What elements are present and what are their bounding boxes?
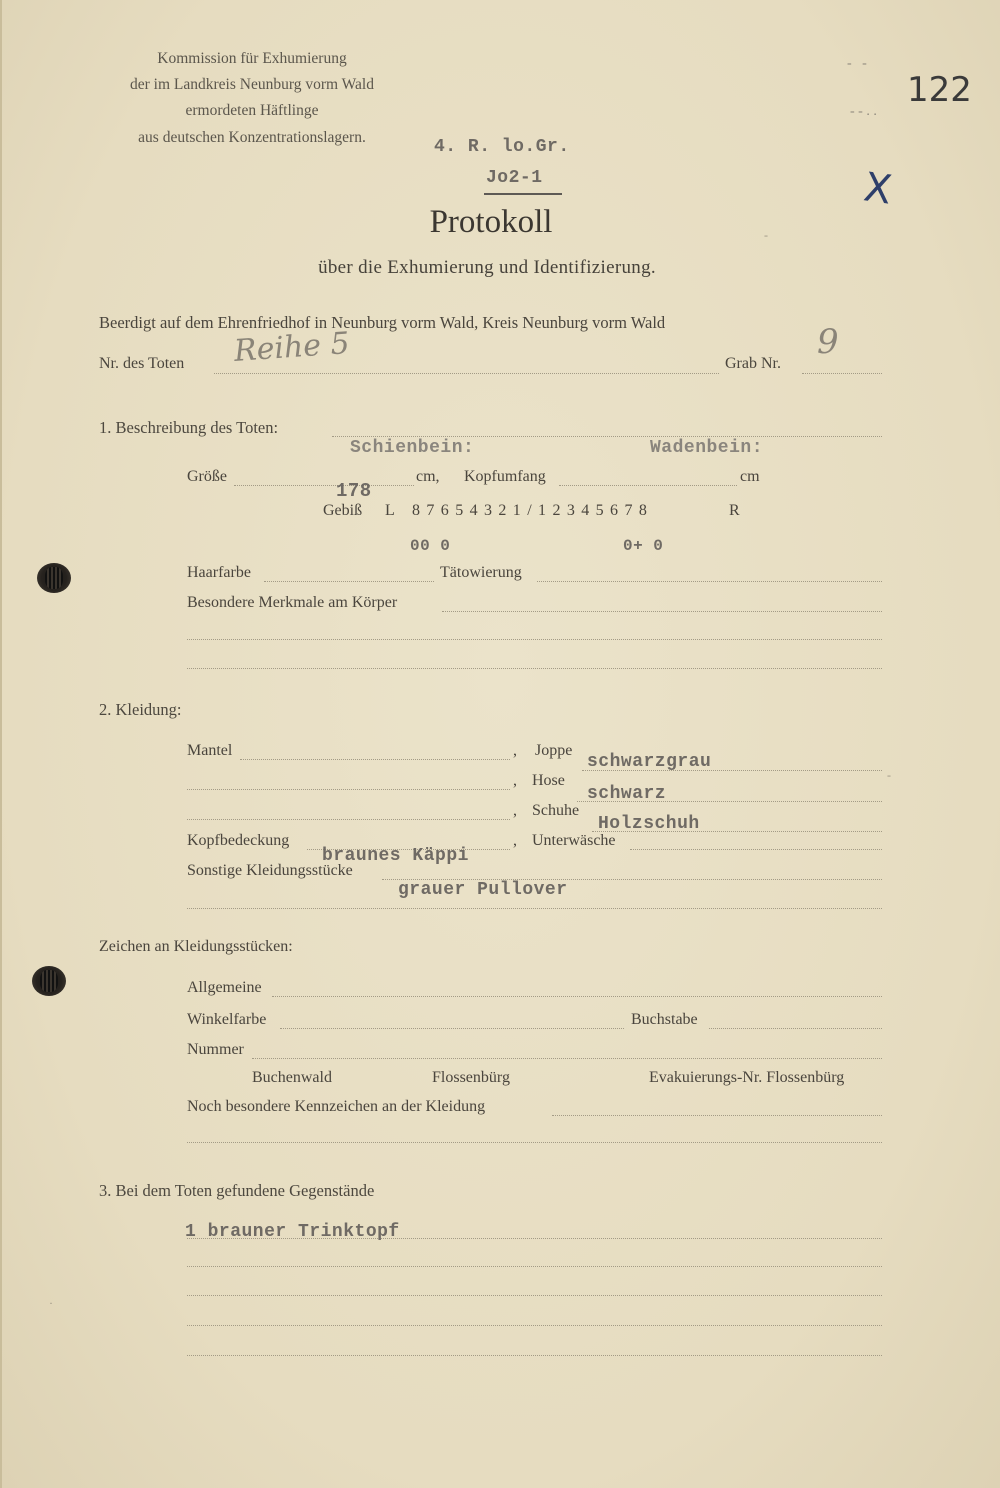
jacket-label: Joppe: [535, 742, 573, 759]
trousers-line: [577, 801, 882, 802]
flossenburg-label: Flossenbürg: [432, 1069, 510, 1086]
document-subtitle: über die Exhumierung und Identifizierung.: [318, 257, 656, 278]
punch-hole-top: [37, 563, 71, 593]
typed-reference-2: Jo2-1: [486, 168, 543, 188]
reference-underline: [484, 193, 562, 195]
punch-hole-bottom: [32, 966, 66, 996]
coat-line: [240, 759, 510, 760]
jacket-line: [582, 770, 882, 771]
triangle-color-line: [280, 1028, 624, 1029]
underwear-line: [630, 849, 882, 850]
commission-line-3: ermordeten Häftlinge: [185, 102, 319, 119]
head-circumference-line: [559, 485, 737, 486]
section-3-heading: 3. Bei dem Toten gefundene Gegenstände: [99, 1181, 375, 1200]
document-title: Protokoll: [429, 204, 553, 240]
commission-line-4: aus deutschen Konzentrationslagern.: [138, 129, 366, 146]
found-item-1: 1 brauner Trinktopf: [185, 1222, 400, 1242]
paper-fleck: ·: [49, 1296, 53, 1310]
items-line-3: [187, 1295, 882, 1296]
section-1-heading: 1. Beschreibung des Toten:: [99, 418, 279, 437]
paper-fleck: -: [764, 228, 768, 242]
body-features-line-2: [187, 639, 882, 640]
hair-color-line: [264, 581, 434, 582]
teeth-label: Gebiß: [323, 502, 363, 519]
jacket-value: schwarzgrau: [587, 752, 712, 772]
comma-4: ,: [513, 832, 517, 849]
body-features-label: Besondere Merkmale am Körper: [187, 594, 398, 611]
deceased-number-value: Reihe 5: [232, 326, 351, 369]
items-line-2: [187, 1266, 882, 1267]
teeth-marks-right: 0+ 0: [623, 537, 664, 555]
triangle-color-label: Winkelfarbe: [187, 1011, 267, 1028]
head-circumference-label: Kopfumfang: [464, 468, 546, 485]
body-features-line-1: [442, 611, 882, 612]
number-label: Nummer: [187, 1041, 244, 1058]
other-clothing-line-2: [187, 908, 882, 909]
letter-label: Buchstabe: [631, 1011, 698, 1028]
general-line: [272, 996, 882, 997]
items-line-4: [187, 1325, 882, 1326]
typed-reference-1: 4. R. lo.Gr.: [434, 137, 570, 157]
headwear-value: braunes Käppi: [322, 846, 469, 866]
burial-location: Beerdigt auf dem Ehrenfriedhof in Neunburg vorm Wald, Kreis Neunburg vorm Wald: [99, 313, 666, 332]
pen-cross-mark: X: [860, 164, 895, 214]
shoes-value: Holzschuh: [598, 814, 700, 834]
height-label: Größe: [187, 468, 227, 485]
evacuation-number-label: Evakuierungs-Nr. Flossenbürg: [649, 1069, 845, 1086]
cm-label-1: cm,: [416, 468, 440, 485]
height-line: [234, 485, 414, 486]
comma-3: ,: [513, 802, 517, 819]
commission-line-1: Kommission für Exhumierung: [157, 50, 347, 67]
comma-1: ,: [513, 742, 517, 759]
items-line-5: [187, 1355, 882, 1356]
paper-fleck: -: [887, 768, 891, 782]
pencil-marks: - -: [847, 56, 867, 71]
grave-number-line: [802, 373, 882, 374]
other-marks-line-2: [187, 1142, 882, 1143]
teeth-chart: 8 7 6 5 4 3 2 1 / 1 2 3 4 5 6 7 8: [412, 502, 649, 519]
shoes-line: [592, 831, 882, 832]
trousers-label: Hose: [532, 772, 565, 789]
coat-line-3: [187, 819, 510, 820]
shoes-label: Schuhe: [532, 802, 580, 819]
hair-color-label: Haarfarbe: [187, 564, 251, 581]
grave-number-label: Grab Nr.: [725, 355, 781, 372]
grave-number-value: 9: [817, 322, 839, 362]
teeth-marks-left: 00 0: [410, 537, 451, 555]
section-1-line: [332, 436, 882, 437]
commission-line-2: der im Landkreis Neunburg vorm Wald: [130, 76, 374, 93]
typed-calf: Wadenbein:: [650, 438, 764, 458]
cm-label-2: cm: [740, 468, 760, 485]
buchenwald-label: Buchenwald: [252, 1069, 332, 1086]
letter-line: [709, 1028, 882, 1029]
trousers-value: schwarz: [587, 784, 667, 804]
coat-label: Mantel: [187, 742, 233, 759]
other-marks-label: Noch besondere Kennzeichen an der Kleidung: [187, 1098, 486, 1115]
underwear-label: Unterwäsche: [532, 832, 616, 849]
pencil-dashes: - - . .: [850, 104, 877, 119]
body-features-line-3: [187, 668, 882, 669]
number-line: [252, 1058, 882, 1059]
headwear-label: Kopfbedeckung: [187, 832, 290, 849]
tattoo-label: Tätowierung: [440, 564, 522, 581]
height-value: 178: [336, 480, 372, 502]
comma-2: ,: [513, 772, 517, 789]
typed-shin: Schienbein:: [350, 438, 475, 458]
other-clothing-label: Sonstige Kleidungsstücke: [187, 862, 353, 879]
page-number: 122: [907, 70, 972, 110]
tattoo-line: [537, 581, 882, 582]
teeth-left-side: L: [385, 502, 395, 519]
deceased-number-label: Nr. des Toten: [99, 355, 185, 372]
deceased-number-line: [214, 373, 719, 374]
other-marks-line: [552, 1115, 882, 1116]
teeth-right-side: R: [729, 502, 740, 519]
other-clothing-value: grauer Pullover: [398, 880, 568, 900]
section-2-heading: 2. Kleidung:: [99, 700, 182, 719]
coat-line-2: [187, 789, 510, 790]
clothing-marks-heading: Zeichen an Kleidungsstücken:: [99, 938, 293, 955]
general-label: Allgemeine: [187, 979, 262, 996]
